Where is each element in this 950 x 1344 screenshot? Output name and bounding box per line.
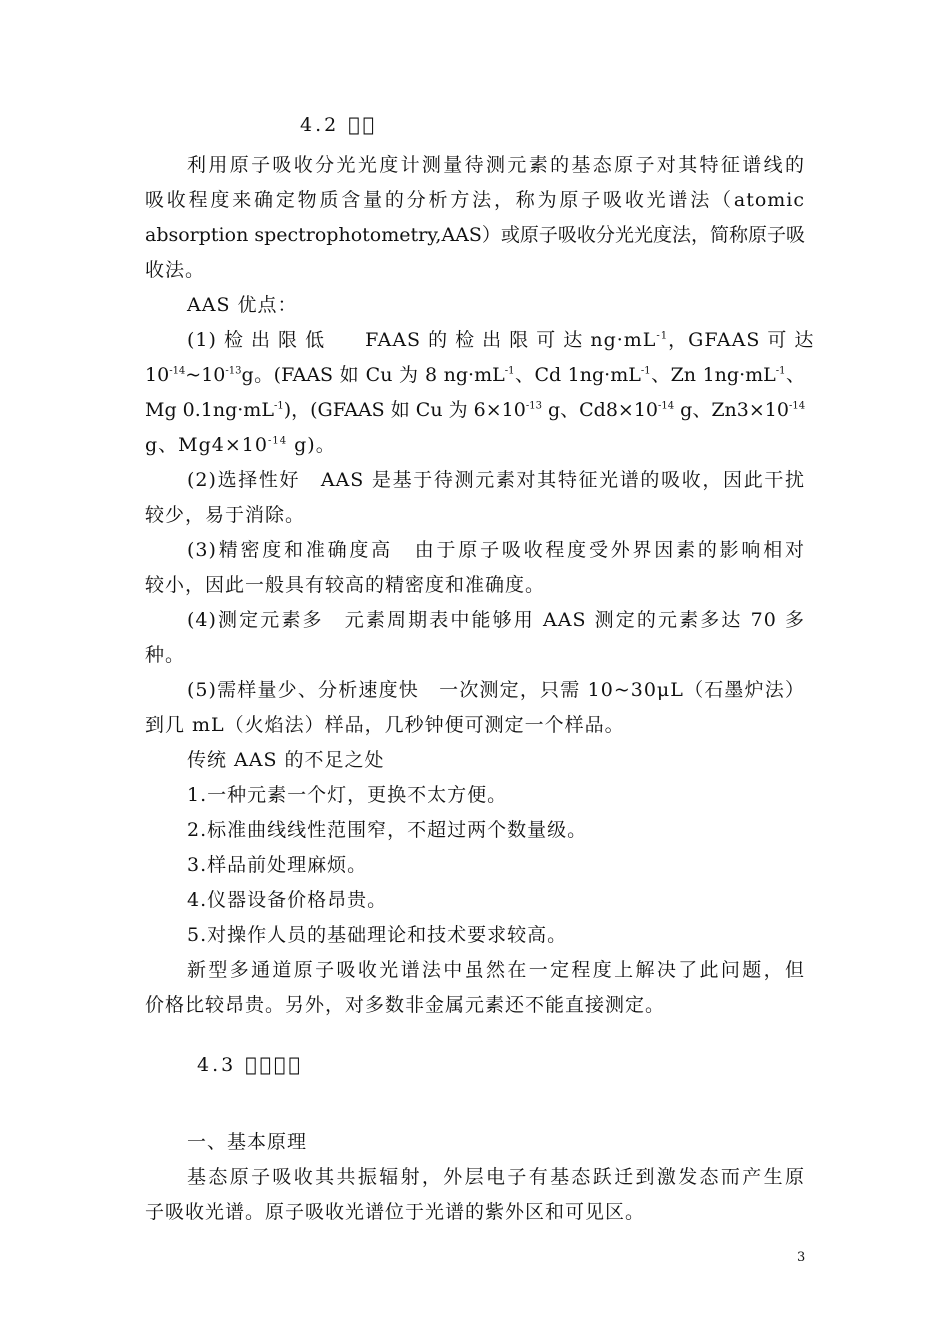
advantage-3-line-1: (3)精密度和准确度高 由于原子吸收程度受外界因素的影响相对 (187, 539, 805, 561)
advantage-1-line-2: $10^{-14}\sim 10^{-13}g$。(FAAS 如 Cu 为 8 $ng\cdot mL^{-1}$、Cd $1ng\cdot mL^{-1}$、Zn $1ng\cdot mL^{-1}$、 (145, 364, 805, 386)
advantage-5-line-1: (5)需样量少、分析速度快 一次测定，只需 10~30μL（石墨炉法） (187, 679, 805, 701)
intro-line-4: 收法。 (145, 259, 206, 281)
advantage-1-line-4: g、$Mg4\times 10^{-14}$ g)。 (145, 434, 336, 456)
shortcomings-title: 传统 AAS 的不足之处 (187, 749, 385, 771)
shortcoming-item: 3.样品前处理麻烦。 (187, 854, 368, 876)
advantage-4-line-1: (4)测定元素多 元素周期表中能够用 AAS 测定的元素多达 70 多 (187, 609, 805, 631)
advantage-1-line-3: Mg $0.1ng\cdot mL^{-1}$)，(GFAAS 如 Cu 为 $6\times 10^{-13}$ g、$Cd8\times 10^{-14}$ g、$Zn3\times 10^{-14}$ (145, 399, 806, 421)
principle-line-1: 基态原子吸收其共振辐射，外层电子有基态跃迁到激发态而产生原 (187, 1166, 805, 1188)
section-heading-4-2: 4.2 􀀀􀀀 (300, 114, 378, 136)
intro-line-2: 吸收程度来确定物质含量的分析方法，称为原子吸收光谱法（atomic (145, 189, 805, 211)
advantages-title: AAS 优点： (187, 294, 298, 316)
advantage-2-line-2: 较少，易于消除。 (145, 504, 306, 526)
principle-title: 一、基本原理 (187, 1131, 308, 1153)
shortcomings-note-line-2: 价格比较昂贵。另外，对多数非金属元素还不能直接测定。 (145, 994, 666, 1016)
advantage-4-line-2: 种。 (145, 644, 186, 666)
page-number: 3 (797, 1250, 806, 1265)
advantage-2-line-1: (2)选择性好 AAS 是基于待测元素对其特征光谱的吸收，因此干扰 (187, 469, 805, 491)
shortcoming-item: 1.一种元素一个灯，更换不太方便。 (187, 784, 508, 806)
advantage-1-line-1: (1) 检 出 限 低 FAAS 的 检 出 限 可 达 $ng\cdot mL^{-1}$，GFAAS 可 达 (187, 329, 815, 351)
intro-line-3: absorption spectrophotometry,AAS）或原子吸收分光光度法，简称原子吸 (145, 224, 805, 246)
principle-line-2: 子吸收光谱。原子吸收光谱位于光谱的紫外区和可见区。 (145, 1201, 646, 1223)
shortcoming-item: 2.标准曲线线性范围窄，不超过两个数量级。 (187, 819, 588, 841)
intro-line-1: 利用原子吸收分光光度计测量待测元素的基态原子对其特征谱线的 (187, 154, 805, 176)
advantage-3-line-2: 较小，因此一般具有较高的精密度和准确度。 (145, 574, 546, 596)
advantage-5-line-2: 到几 mL（火焰法）样品，几秒钟便可测定一个样品。 (145, 714, 625, 736)
shortcomings-note-line-1: 新型多通道原子吸收光谱法中虽然在一定程度上解决了此问题，但 (187, 959, 805, 981)
shortcoming-item: 5.对操作人员的基础理论和技术要求较高。 (187, 924, 568, 946)
section-heading-4-3: 4.3 􀀀􀀀􀀀􀀀 (197, 1054, 303, 1076)
shortcoming-item: 4.仪器设备价格昂贵。 (187, 889, 388, 911)
